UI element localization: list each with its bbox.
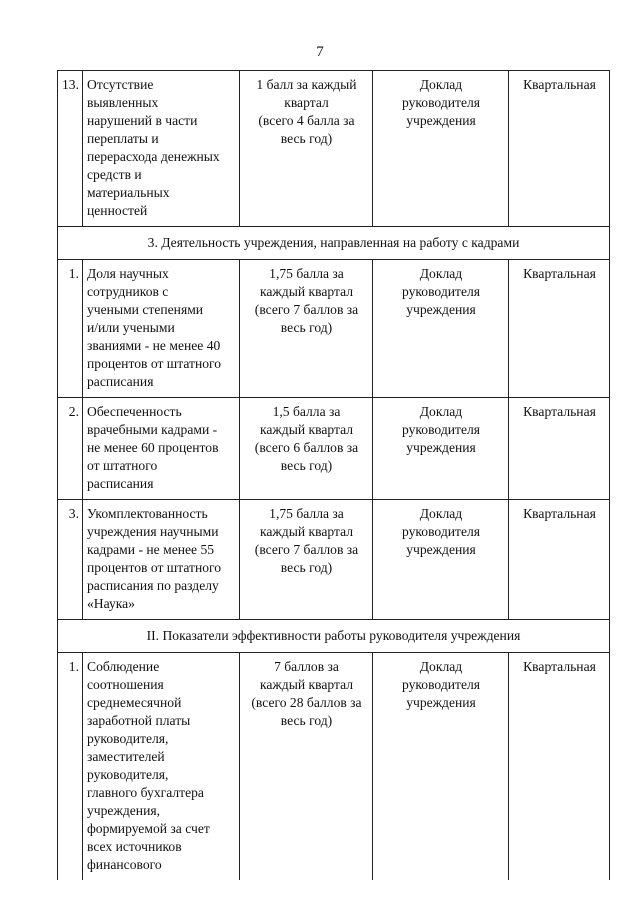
reporting-period: Квартальная [509, 500, 610, 620]
table-row [58, 398, 610, 500]
indicator-name-line: средств и [87, 167, 142, 182]
indicator-name-line: перерасхода денежных [87, 149, 220, 164]
report-source [373, 260, 509, 398]
reporting-period: Квартальная [509, 260, 610, 398]
row-number: 13. [58, 71, 83, 227]
indicator-points-line: весь год) [280, 131, 333, 146]
indicator-name-line: заработной платы [87, 713, 191, 728]
indicator-points-line: квартал [284, 95, 329, 110]
indicator-name-line: не менее 60 процентов [87, 440, 219, 455]
report-source-line: руководителя [401, 677, 481, 692]
indicator-name-line: расписания [87, 374, 154, 389]
row-number: 1. [58, 260, 83, 398]
indicator-points-line: 7 баллов за [274, 659, 339, 674]
indicator-name-line: Обеспеченность [87, 404, 182, 419]
report-source [373, 71, 509, 227]
indicator-name [83, 500, 240, 620]
indicator-points-line: 1,75 балла за [269, 506, 344, 521]
indicator-points-line: весь год) [280, 560, 333, 575]
report-source-line: Доклад [419, 506, 463, 521]
indicator-name-line: руководителя, [87, 767, 169, 782]
indicator-points-line: (всего 28 баллов за [251, 695, 362, 710]
indicator-name [83, 398, 240, 500]
report-source-line: Доклад [419, 266, 463, 281]
indicator-name-line: заместителей [87, 749, 165, 764]
row-number: 1. [58, 653, 83, 881]
table-row [58, 260, 610, 398]
report-source-line: учреждения [406, 440, 476, 455]
indicator-name-line: руководителя, [87, 731, 169, 746]
indicator-name-line: расписания по разделу [87, 578, 219, 593]
report-source-line: учреждения [406, 302, 476, 317]
report-source-line: учреждения [406, 113, 476, 128]
section-title: II. Показатели эффективности работы руководителя учреждения [58, 620, 610, 653]
table-row [58, 653, 610, 881]
indicator-name-line: врачебными кадрами - [87, 422, 218, 437]
indicator-name-line: Доля научных [87, 266, 169, 281]
indicator-points-line: (всего 6 баллов за [254, 440, 359, 455]
indicator-name-line: главного бухгалтера [87, 785, 204, 800]
indicator-name-line: Отсутствие [87, 77, 154, 92]
indicator-name-line: и/или учеными [87, 320, 175, 335]
section-header-row [58, 620, 610, 653]
indicator-points-line: каждый квартал [259, 524, 354, 539]
indicator-name-line: процентов от штатного [87, 356, 222, 371]
indicator-name-line: финансового [87, 857, 162, 872]
report-source [373, 653, 509, 881]
indicator-points-line: каждый квартал [259, 422, 354, 437]
indicator-name-line: нарушений в части [87, 113, 198, 128]
indicator-name [83, 653, 240, 881]
report-source-line: руководителя [401, 284, 481, 299]
indicator-points-line: каждый квартал [259, 677, 354, 692]
indicator-name-line: среднемесячной [87, 695, 182, 710]
report-source-line: Доклад [419, 404, 463, 419]
indicator-name [83, 260, 240, 398]
criteria-table-body [58, 71, 610, 881]
indicator-points-line: 1,5 балла за [272, 404, 341, 419]
report-source [373, 398, 509, 500]
indicator-name-line: выявленных [87, 95, 159, 110]
report-source-line: учреждения [406, 542, 476, 557]
report-source [373, 500, 509, 620]
reporting-period: Квартальная [509, 653, 610, 881]
report-source-line: Доклад [419, 659, 463, 674]
report-source-line: руководителя [401, 95, 481, 110]
indicator-name-line: материальных [87, 185, 170, 200]
indicator-name-line: ценностей [87, 203, 148, 218]
indicator-points [240, 398, 373, 500]
indicator-name-line: соотношения [87, 677, 164, 692]
indicator-points-line: весь год) [280, 458, 333, 473]
indicator-name-line: расписания [87, 476, 154, 491]
indicator-points-line: весь год) [280, 320, 333, 335]
indicator-points-line: (всего 4 балла за [258, 113, 355, 128]
report-source-line: учреждения [406, 695, 476, 710]
report-source-line: руководителя [401, 524, 481, 539]
report-source-line: Доклад [419, 77, 463, 92]
section-title: 3. Деятельность учреждения, направленная на работу с кадрами [58, 227, 610, 260]
indicator-name-line: кадрами - не менее 55 [87, 542, 215, 557]
indicator-name-line: Соблюдение [87, 659, 160, 674]
indicator-points [240, 260, 373, 398]
row-number: 3. [58, 500, 83, 620]
table-row [58, 500, 610, 620]
indicator-name-line: процентов от штатного [87, 560, 222, 575]
reporting-period: Квартальная [509, 398, 610, 500]
indicator-points [240, 653, 373, 881]
indicator-name-line: учеными степенями [87, 302, 204, 317]
report-source-line: руководителя [401, 422, 481, 437]
indicator-points-line: 1 балл за каждый [256, 77, 357, 92]
indicator-name-line: всех источников [87, 839, 182, 854]
indicator-points-line: весь год) [280, 713, 333, 728]
indicator-name-line: формируемой за счет [87, 821, 210, 836]
indicator-points [240, 71, 373, 227]
indicator-name-line: учреждения, [87, 803, 161, 818]
indicator-points-line: (всего 7 баллов за [254, 542, 359, 557]
row-number: 2. [58, 398, 83, 500]
indicator-name [83, 71, 240, 227]
indicator-points-line: каждый квартал [259, 284, 354, 299]
indicator-name-line: «Наука» [87, 596, 135, 611]
indicator-points [240, 500, 373, 620]
indicator-name-line: сотрудников с [87, 284, 169, 299]
page-number: 7 [316, 44, 324, 60]
table-row [58, 71, 610, 227]
indicator-name-line: Укомплектованность [87, 506, 208, 521]
indicator-points-line: 1,75 балла за [269, 266, 344, 281]
indicator-name-line: учреждения научными [87, 524, 219, 539]
indicator-name-line: от штатного [87, 458, 158, 473]
section-header-row [58, 227, 610, 260]
indicator-name-line: переплаты и [87, 131, 159, 146]
indicator-name-line: званиями - не менее 40 [87, 338, 221, 353]
indicator-points-line: (всего 7 баллов за [254, 302, 359, 317]
reporting-period: Квартальная [509, 71, 610, 227]
criteria-table [57, 70, 610, 880]
